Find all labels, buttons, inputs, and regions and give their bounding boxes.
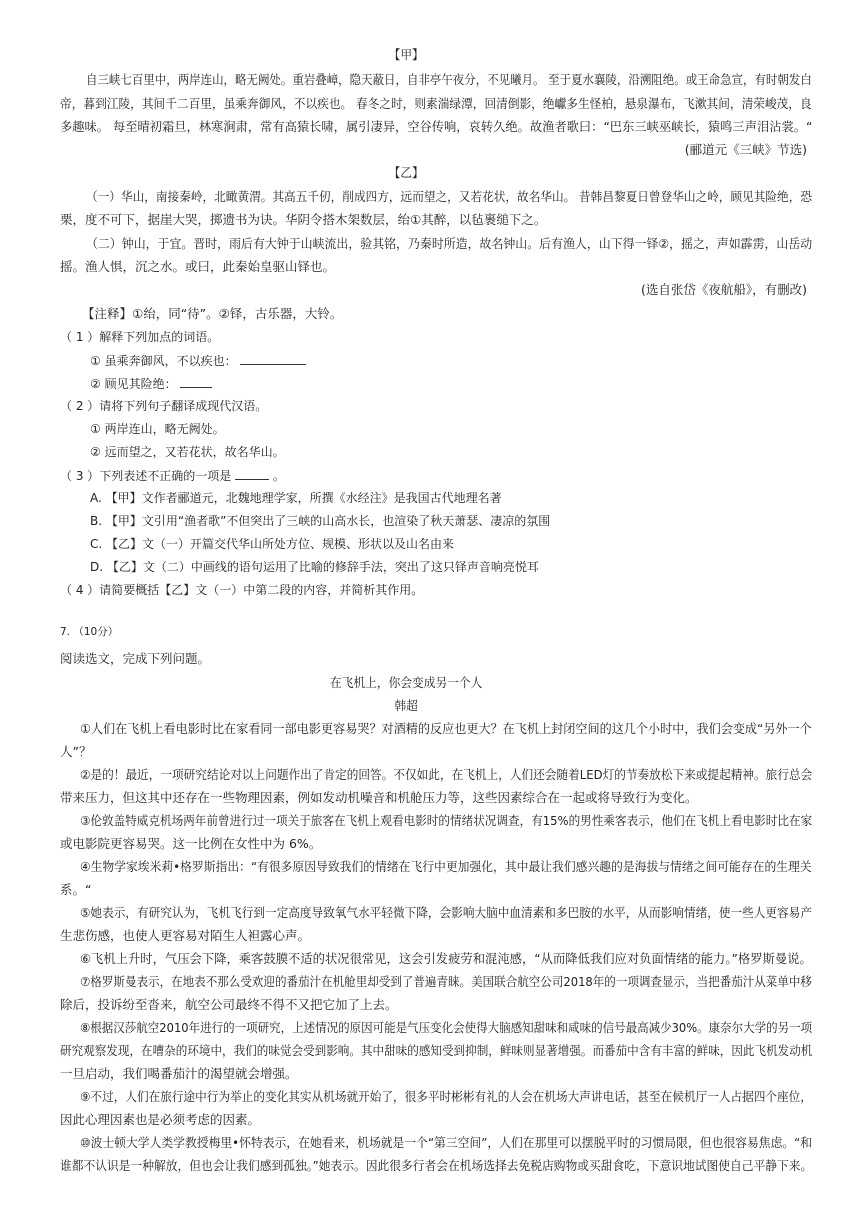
article-paragraph-line: ⑩波士顿大学人类学教授梅里•怀特表示，在她看来，机场就是一个“第三空间”，人们在那里可以摆脱平时的习惯局限，但也很容易焦虑。“和 <box>80 1135 813 1150</box>
question-3-text: （ 3 ）下列表述不正确的一项是 <box>60 469 232 483</box>
question-1-item-text: ① 虽乘奔御风，不以疾也： <box>90 354 237 368</box>
question-3-tail: 。 <box>272 469 285 483</box>
question-7-score: （10分） <box>73 626 119 638</box>
article-paragraph-line: 人”？ <box>60 744 92 759</box>
yi-source: (选自张岱《夜航船》，有删改) <box>640 282 807 297</box>
question-4: （ 4 ）请简要概括【乙】文（一）中第二段的内容，并简析其作用。 <box>60 583 424 597</box>
question-7-instruction: 阅读选文，完成下列问题。 <box>60 651 211 666</box>
question-3-option: B. 【甲】文引用“渔者歌”不但突出了三峡的山高水长，也渲染了秋天萧瑟、凄凉的氛围 <box>90 514 551 528</box>
question-3 <box>60 467 285 484</box>
jia-text-line: 帝，暮到江陵，其间千二百里，虽乘奔御风，不以疾也。 春冬之时，则素湍绿潭，回清倒影，绝巘多生怪柏，悬泉瀑布，飞漱其间，清荣峻茂，良 <box>60 96 812 111</box>
question-1-item-text: ② 顾见其险绝： <box>90 377 177 391</box>
question-2: （ 2 ）请将下列句子翻译成现代汉语。 <box>60 399 268 413</box>
jia-text-line: 自三峡七百里中，两岸连山，略无阙处。重岩叠嶂，隐天蔽日，自非亭午夜分，不见曦月。 至于夏水襄陵，沿溯阻绝。或王命急宣，有时朝发白 <box>86 72 812 87</box>
article-paragraph-line: 除后，投诉纷至沓来，航空公司最终不得不又把它加了上去。 <box>60 997 398 1012</box>
article-paragraph-line: 带来压力，但这其中还存在一些物理因素，例如发动机噪音和机舱压力等，这些因素综合在一起或将导致行为变化。 <box>60 790 698 805</box>
question-3-option: D. 【乙】文（二）中画线的语句运用了比喻的修辞手法，突出了这只铎声音响亮悦耳 <box>90 560 539 574</box>
article-paragraph-line: ③伦敦盖特威克机场两年前曾进行过一项关于旅客在飞机上观看电影时的情绪状况调查，有15%的男性乘客表示，他们在飞机上看电影时比在家 <box>80 813 813 828</box>
answer-blank[interactable] <box>235 467 269 480</box>
question-1-item <box>90 375 212 392</box>
article-paragraph-line: ⑦格罗斯曼表示，在地表不那么受欢迎的番茄汁在机舱里却受到了普遍青睐。美国联合航空公司2018年的一项调查显示，当把番茄汁从菜单中移 <box>80 974 812 989</box>
article-paragraph-line: ⑥飞机上升时，气压会下降，乘客鼓膜不适的状况很常见，这会引发疲劳和混沌感，“从而降低我们应对负面情绪的能力。”格罗斯曼说。 <box>80 951 812 966</box>
article-paragraph-line: 系。“ <box>60 882 92 897</box>
section-jia-heading: 【甲】 <box>388 47 424 62</box>
yi-text-line: 栗，度不可下，据崖大哭，掷遗书为诀。华阴令搭木架数层，绐①其醉，以毡裹缒下之。 <box>60 212 547 227</box>
article-paragraph-line: ④生物学家埃米莉•格罗斯指出：“有很多原因导致我们的情绪在飞行中更加强化，其中最让我们感兴趣的是海拔与情绪之间可能存在的生理关 <box>80 859 812 874</box>
jia-source: (郦道元《三峡》节选) <box>684 142 807 157</box>
article-paragraph-line: 或电影院更容易哭。这一比例在女性中为 6%。 <box>60 836 322 851</box>
answer-blank[interactable] <box>180 375 212 388</box>
article-paragraph-line: ①人们在飞机上看电影时比在家看同一部电影更容易哭？对酒精的反应也更大？在飞机上封闭空间的这几个小时中，我们会变成“另外一个 <box>80 721 812 736</box>
question-1: （ 1 ）解释下列加点的词语。 <box>60 330 220 344</box>
article-paragraph-line: ⑧根据汉莎航空2010年进行的一项研究，上述情况的原因可能是气压变化会使得大脑感知甜味和咸味的信号最高减少30%。康奈尔大学的另一项 <box>80 1020 813 1035</box>
article-paragraph-line: ⑤她表示，有研究认为，飞机飞行到一定高度导致氧气水平轻微下降，会影响大脑中血清素和多巴胺的水平，从而影响情绪，使一些人更容易产 <box>80 905 812 920</box>
question-7-number: 7. <box>60 626 71 638</box>
yi-text-line: 摇。渔人惧，沉之水。或曰，此秦始皇驱山铎也。 <box>60 259 336 274</box>
question-3-option: A. 【甲】文作者郦道元，北魏地理学家，所撰《水经注》是我国古代地理名著 <box>90 491 502 505</box>
answer-blank[interactable] <box>240 352 306 365</box>
article-paragraph-line: 一旦启动，我们喝番茄汁的渴望就会增强。 <box>60 1066 298 1081</box>
article-paragraph-line: 生悲伤感，也使人更容易对陌生人袒露心声。 <box>60 928 311 943</box>
question-3-option: C. 【乙】文（一）开篇交代华山所处方位、规模、形状以及山名由来 <box>90 537 455 551</box>
article-author: 韩超 <box>394 698 418 713</box>
jia-text-line: 多趣味。 每至晴初霜旦，林寒涧肃，常有高猿长啸，属引凄异，空谷传响，哀转久绝。故渔者歌曰：“巴东三峡巫峡长，猿鸣三声泪沾裳。“ <box>60 119 813 134</box>
question-2-item: ② 远而望之，又若花状，故名华山。 <box>90 445 285 459</box>
article-paragraph-line: 谁都不认识是一种解放，但也会让我们感到孤独。”她表示。因此很多行者会在机场选择去免税店购物或买甜食吃，下意识地试图使自己平静下来。 <box>60 1158 813 1173</box>
yi-text-line: （一）华山，南接秦岭，北瞰黄渭。其高五千仞，削成四方，远而望之，又若花状，故名华山。 昔韩昌黎夏日曾登华山之岭，顾见其险绝，恐 <box>86 189 813 204</box>
article-paragraph-line: 因此心理因素也是必须考虑的因素。 <box>60 1112 261 1127</box>
question-2-item: ① 两岸连山，略无阙处。 <box>90 422 225 436</box>
question-1-item <box>90 352 306 369</box>
article-paragraph-line: ②是的！最近，一项研究结论对以上问题作出了肯定的回答。不仅如此，在飞机上，人们还会随着LED灯的节奏放松下来或提起精神。旅行总会 <box>80 767 813 782</box>
article-paragraph-line: 研究观察发现，在嘈杂的环境中，我们的味觉会受到影响。其中甜味的感知受到抑制，鲜味则显著增强。而番茄中含有丰富的鲜味，因此飞机发动机 <box>60 1043 813 1058</box>
annotation-note: 【注释】①绐，同“待”。②铎，古乐器，大铃。 <box>82 306 343 321</box>
article-title: 在飞机上，你会变成另一个人 <box>330 675 483 690</box>
section-yi-heading: 【乙】 <box>388 165 424 180</box>
article-paragraph-line: ⑨不过，人们在旅行途中行为举止的变化其实从机场就开始了，很多平时彬彬有礼的人会在机场大声讲电话，甚至在候机厅一人占据四个座位， <box>80 1089 812 1104</box>
yi-text-line: （二）钟山，于宜。晋时，雨后有大钟于山峡流出，验其铭，乃秦时所造，故名钟山。后有渔人，山下得一铎②，摇之，声如霹雳，山岳动 <box>86 236 813 251</box>
question-7-header <box>60 624 118 640</box>
